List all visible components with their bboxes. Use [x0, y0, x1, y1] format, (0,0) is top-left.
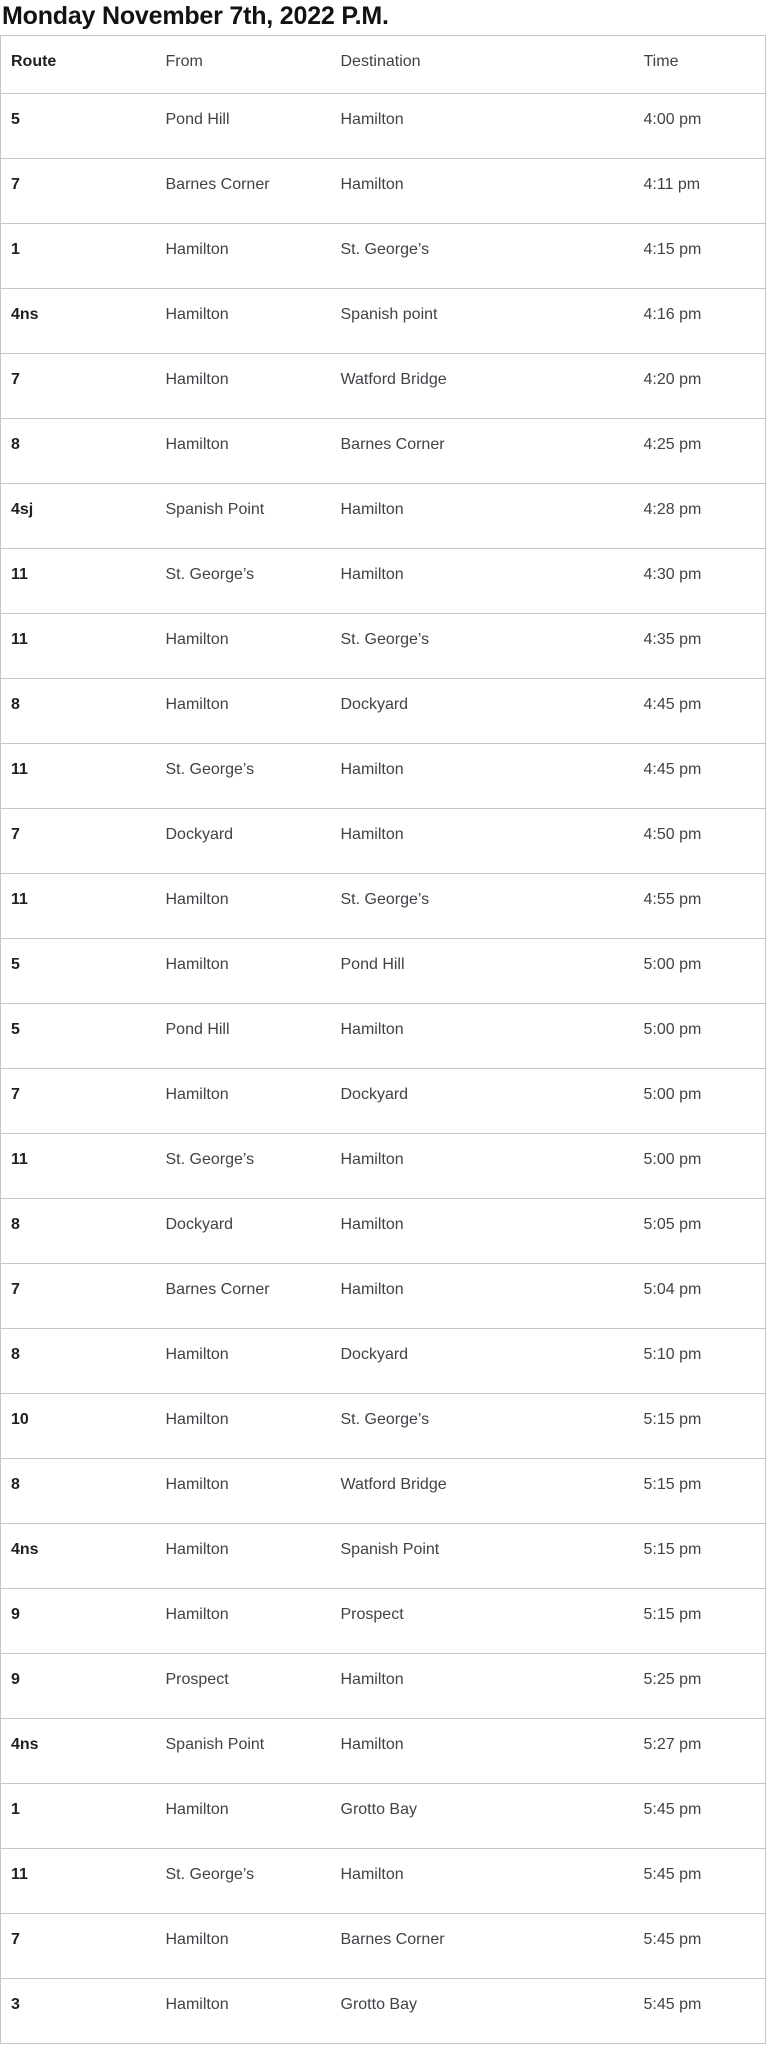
from-cell: Hamilton [165, 1541, 229, 1558]
from-cell: Prospect [165, 1671, 229, 1688]
time-cell: 4:00 pm [643, 111, 702, 128]
from-cell: Barnes Corner [165, 176, 270, 193]
destination-cell: St. George’s [340, 1411, 430, 1428]
from-cell: Hamilton [165, 1606, 229, 1623]
table-row [1, 289, 766, 354]
route-cell: 11 [11, 891, 28, 908]
route-cell: 11 [11, 761, 28, 778]
table-row [1, 1069, 766, 1134]
destination-cell: St. George’s [340, 631, 430, 648]
from-cell: Hamilton [165, 1086, 229, 1103]
destination-cell: Dockyard [340, 1086, 409, 1103]
destination-cell: Hamilton [340, 1021, 404, 1038]
time-cell: 5:05 pm [643, 1216, 702, 1233]
destination-cell: St. George’s [340, 241, 430, 258]
table-row [1, 159, 766, 224]
from-cell: Pond Hill [165, 1021, 230, 1038]
table-row [1, 549, 766, 614]
from-cell: Hamilton [165, 1801, 229, 1818]
route-cell: 7 [11, 176, 20, 193]
time-cell: 5:45 pm [643, 1996, 702, 2013]
table-row [1, 1979, 766, 2044]
time-cell: 5:25 pm [643, 1671, 702, 1688]
route-cell: 7 [11, 371, 20, 388]
time-cell: 4:16 pm [643, 306, 702, 323]
column-header-destination: Destination [340, 53, 421, 70]
table-row [1, 874, 766, 939]
from-cell: Hamilton [165, 371, 229, 388]
destination-cell: Hamilton [340, 826, 404, 843]
column-header-from: From [165, 53, 203, 70]
destination-cell: Hamilton [340, 1281, 404, 1298]
destination-cell: Hamilton [340, 111, 404, 128]
destination-cell: Barnes Corner [340, 436, 445, 453]
destination-cell: St. George’s [340, 891, 430, 908]
time-cell: 4:35 pm [643, 631, 702, 648]
time-cell: 4:50 pm [643, 826, 702, 843]
route-cell: 8 [11, 1476, 20, 1493]
table-row [1, 1199, 766, 1264]
time-cell: 4:15 pm [643, 241, 702, 258]
table-row [1, 1134, 766, 1199]
from-cell: Hamilton [165, 1996, 229, 2013]
table-row [1, 1329, 766, 1394]
route-cell: 7 [11, 1281, 20, 1298]
destination-cell: Spanish point [340, 306, 438, 323]
time-cell: 5:15 pm [643, 1541, 702, 1558]
page-title: Monday November 7th, 2022 P.M. [2, 2, 389, 30]
time-cell: 4:25 pm [643, 436, 702, 453]
from-cell: St. George’s [165, 1866, 255, 1883]
route-cell: 1 [11, 1801, 20, 1818]
table-row [1, 94, 766, 159]
table-row [1, 939, 766, 1004]
route-cell: 1 [11, 241, 20, 258]
route-cell: 5 [11, 956, 20, 973]
route-cell: 3 [11, 1996, 20, 2013]
route-cell: 4ns [11, 1736, 39, 1753]
destination-cell: Hamilton [340, 176, 404, 193]
destination-cell: Hamilton [340, 1151, 404, 1168]
from-cell: Hamilton [165, 696, 229, 713]
table-row [1, 1394, 766, 1459]
destination-cell: Spanish Point [340, 1541, 440, 1558]
from-cell: Hamilton [165, 1476, 229, 1493]
time-cell: 5:00 pm [643, 956, 702, 973]
route-cell: 9 [11, 1606, 20, 1623]
destination-cell: Prospect [340, 1606, 404, 1623]
column-header-route: Route [11, 53, 57, 70]
time-cell: 4:28 pm [643, 501, 702, 518]
destination-cell: Hamilton [340, 761, 404, 778]
route-cell: 11 [11, 631, 28, 648]
destination-cell: Dockyard [340, 696, 409, 713]
time-cell: 5:15 pm [643, 1606, 702, 1623]
route-cell: 8 [11, 696, 20, 713]
destination-cell: Grotto Bay [340, 1996, 417, 2013]
time-cell: 5:10 pm [643, 1346, 702, 1363]
from-cell: Hamilton [165, 891, 229, 908]
route-cell: 9 [11, 1671, 20, 1688]
table-row [1, 744, 766, 809]
time-cell: 4:20 pm [643, 371, 702, 388]
destination-cell: Hamilton [340, 566, 404, 583]
route-cell: 7 [11, 1086, 20, 1103]
destination-cell: Hamilton [340, 1736, 404, 1753]
time-cell: 5:00 pm [643, 1086, 702, 1103]
destination-cell: Hamilton [340, 501, 404, 518]
route-cell: 7 [11, 826, 20, 843]
route-cell: 8 [11, 436, 20, 453]
from-cell: Dockyard [165, 826, 234, 843]
table-row [1, 419, 766, 484]
table-row [1, 809, 766, 874]
table-row [1, 484, 766, 549]
time-cell: 4:45 pm [643, 761, 702, 778]
time-cell: 5:00 pm [643, 1021, 702, 1038]
bus-schedule-table [0, 35, 766, 2044]
time-cell: 5:45 pm [643, 1801, 702, 1818]
time-cell: 5:00 pm [643, 1151, 702, 1168]
table-row [1, 1914, 766, 1979]
destination-cell: Hamilton [340, 1671, 404, 1688]
from-cell: Hamilton [165, 631, 229, 648]
time-cell: 5:27 pm [643, 1736, 702, 1753]
time-cell: 4:30 pm [643, 566, 702, 583]
route-cell: 8 [11, 1216, 20, 1233]
from-cell: St. George’s [165, 1151, 255, 1168]
from-cell: Hamilton [165, 306, 229, 323]
destination-cell: Hamilton [340, 1216, 404, 1233]
from-cell: Hamilton [165, 1931, 229, 1948]
route-cell: 11 [11, 1866, 28, 1883]
destination-cell: Pond Hill [340, 956, 405, 973]
route-cell: 4ns [11, 306, 39, 323]
table-row [1, 679, 766, 744]
from-cell: Pond Hill [165, 111, 230, 128]
from-cell: Hamilton [165, 1346, 229, 1363]
from-cell: Hamilton [165, 1411, 229, 1428]
from-cell: Hamilton [165, 436, 229, 453]
time-cell: 5:04 pm [643, 1281, 702, 1298]
table-row [1, 1719, 766, 1784]
from-cell: Barnes Corner [165, 1281, 270, 1298]
table-row [1, 1004, 766, 1069]
time-cell: 5:45 pm [643, 1866, 702, 1883]
table-body [1, 94, 766, 2044]
time-cell: 5:15 pm [643, 1411, 702, 1428]
route-cell: 11 [11, 566, 28, 583]
route-cell: 8 [11, 1346, 20, 1363]
column-header-time: Time [643, 53, 679, 70]
from-cell: St. George’s [165, 761, 255, 778]
from-cell: Spanish Point [165, 1736, 265, 1753]
destination-cell: Barnes Corner [340, 1931, 445, 1948]
table-row [1, 1849, 766, 1914]
table-row [1, 354, 766, 419]
route-cell: 10 [11, 1411, 29, 1428]
time-cell: 4:45 pm [643, 696, 702, 713]
table-row [1, 1654, 766, 1719]
destination-cell: Hamilton [340, 1866, 404, 1883]
time-cell: 4:55 pm [643, 891, 702, 908]
table-row [1, 224, 766, 289]
header-row [1, 36, 766, 94]
route-cell: 4sj [11, 501, 34, 518]
from-cell: Dockyard [165, 1216, 234, 1233]
from-cell: St. George’s [165, 566, 255, 583]
time-cell: 4:11 pm [643, 176, 701, 193]
table-row [1, 1784, 766, 1849]
route-cell: 5 [11, 111, 20, 128]
table-row [1, 1524, 766, 1589]
route-cell: 5 [11, 1021, 20, 1038]
table-header [1, 36, 766, 94]
time-cell: 5:15 pm [643, 1476, 702, 1493]
route-cell: 11 [11, 1151, 28, 1168]
from-cell: Hamilton [165, 241, 229, 258]
destination-cell: Grotto Bay [340, 1801, 417, 1818]
time-cell: 5:45 pm [643, 1931, 702, 1948]
destination-cell: Dockyard [340, 1346, 409, 1363]
table-row [1, 1459, 766, 1524]
from-cell: Spanish Point [165, 501, 265, 518]
route-cell: 7 [11, 1931, 20, 1948]
table-row [1, 614, 766, 679]
table-row [1, 1264, 766, 1329]
route-cell: 4ns [11, 1541, 39, 1558]
from-cell: Hamilton [165, 956, 229, 973]
destination-cell: Watford Bridge [340, 371, 447, 388]
destination-cell: Watford Bridge [340, 1476, 447, 1493]
table-row [1, 1589, 766, 1654]
